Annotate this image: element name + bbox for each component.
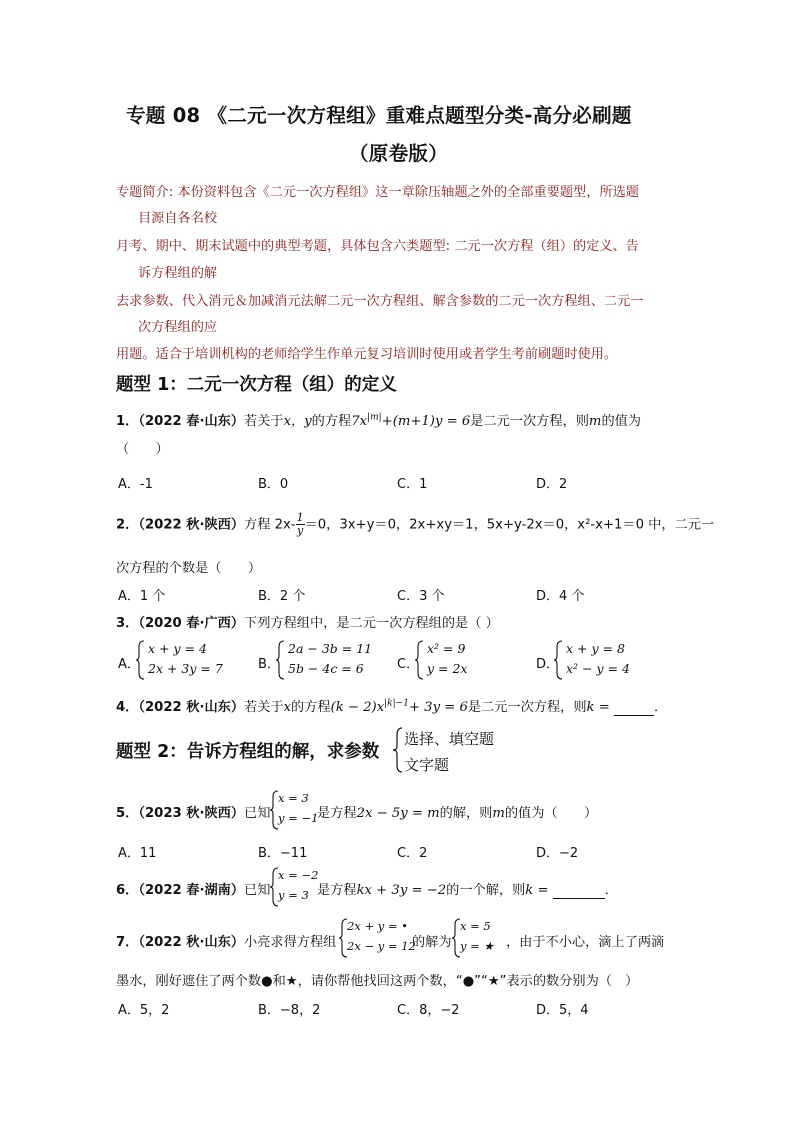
q5-option-d[interactable]: D．−2: [536, 846, 579, 861]
q1-source: （2022 春·山东）: [138, 414, 245, 429]
q7-solution-row1: x = 5: [460, 919, 491, 933]
q5-rest: [317, 802, 597, 821]
q4-eq-k: k =: [586, 700, 610, 715]
q5-tail: 的值为（ ）: [504, 806, 598, 821]
q4-equation: $(k - 2)x^{|k|-1}+ 3y = 6$: [330, 698, 468, 715]
q7-row2: 2x − y = 12: [347, 939, 416, 953]
q1-vars: x，y: [283, 414, 312, 429]
q6-lead: [116, 879, 270, 898]
q7-number: 7．: [116, 935, 139, 950]
intro-line-2: 目源自各名校: [138, 211, 218, 226]
q6-end: ．: [604, 883, 618, 898]
q1-post: 是二元一次方程，则: [470, 414, 589, 429]
q3-option-a-row2: 2x + 3y = 7: [148, 661, 223, 676]
q4-answer-blank[interactable]: [614, 700, 654, 716]
intro-line-3: 月考、期中、期末试题中的典型考题，具体包含六类题型: 二元一次方程（组）的定义、告: [116, 239, 639, 254]
q1-option-c[interactable]: C．1: [397, 477, 428, 492]
q7-pre: 小亮求得方程组: [244, 935, 337, 950]
q5-post: 的解，则: [439, 806, 493, 821]
q4-pre: 若关于: [244, 700, 284, 715]
q2-fraction: $\frac{1}{y}$: [296, 511, 304, 537]
q7-mid: 的解为: [412, 935, 452, 950]
q3-option-a-brace: [136, 640, 146, 680]
q7-option-a[interactable]: A．5，2: [118, 1003, 170, 1018]
q3-option-a-row1: x + y = 4: [148, 641, 207, 656]
q3-option-c-row1: x² = 9: [427, 641, 466, 656]
q3-option-c-label[interactable]: C．: [397, 657, 420, 672]
q5-pre: 已知: [244, 806, 271, 821]
q5-number: 5．: [116, 806, 139, 821]
q3-number: 3．: [116, 616, 139, 631]
question-2: [116, 512, 714, 537]
question-4: [116, 696, 667, 716]
q7-option-b[interactable]: B．−8，2: [258, 1003, 321, 1018]
q4-source: （2022 秋·山东）: [138, 700, 245, 715]
intro-line-1: 专题简介: 本份资料包含《二元一次方程组》这一章除压轴题之外的全部重要题型，所选题: [116, 185, 639, 200]
q1-paren: （ ）: [116, 442, 169, 457]
q4-mid: 的方程: [291, 700, 331, 715]
q5-option-c[interactable]: C．2: [397, 846, 428, 861]
q1-tail: 的值为: [601, 414, 641, 429]
question-3: [116, 612, 499, 631]
q2-line-2: 次方程的个数是（ ）: [116, 561, 262, 576]
q5-row1: x = 3: [278, 791, 309, 805]
q3-option-b-row2: 5b − 4c = 6: [288, 661, 364, 676]
q5-var-m: m: [492, 806, 505, 821]
q7-source: （2022 秋·山东）: [138, 935, 245, 950]
section-2-branch-2: 文字题: [404, 756, 450, 774]
q3-option-d-label[interactable]: D．: [536, 657, 560, 672]
q7-solution-row2: y = ★: [460, 939, 494, 953]
q7-option-c[interactable]: C．8，−2: [397, 1003, 460, 1018]
q7-post: ，由于不小心，滴上了两滴: [506, 935, 665, 950]
q4-var-x: x: [283, 700, 292, 715]
q5-mid: 是方程: [317, 806, 357, 821]
q6-answer-blank[interactable]: [553, 883, 605, 899]
q4-number: 4．: [116, 700, 139, 715]
q1-var-m: m: [588, 414, 602, 429]
intro-line-7: 用题。适合于培训机构的老师给学生作单元复习培训时使用或者学生考前刷题时使用。: [116, 347, 618, 362]
section-2-heading: 题型 2：告诉方程组的解，求参数: [116, 742, 380, 762]
section-2-branch-1: 选择、填空题: [404, 730, 495, 748]
intro-line-5: 去求参数、代入消元＆加减消元法解二元一次方程组、解含参数的二元一次方程组、二元一: [116, 294, 644, 309]
q1-equation: $7x^{|m|}+(m+1)y = 6$: [351, 412, 471, 429]
q3-text: 下列方程组中，是二元一次方程组的是（ ）: [244, 616, 499, 631]
q6-row1: x = −2: [278, 868, 319, 882]
q6-pre: 已知: [244, 883, 271, 898]
q1-mid: 的方程: [311, 414, 352, 429]
q3-option-d-row1: x + y = 8: [566, 641, 625, 656]
q6-number: 6．: [116, 883, 139, 898]
q5-equation: 2x − 5y = m: [356, 806, 440, 821]
q2-pre: 方程 2x-: [244, 517, 296, 533]
q7-option-d[interactable]: D．5，4: [536, 1003, 589, 1018]
q6-row2: y = 3: [278, 888, 309, 902]
q1-pre: 若关于: [244, 414, 284, 429]
q3-option-c-brace: [415, 640, 425, 680]
q7-row1: 2x + y = •: [347, 919, 408, 933]
page-title: 专题 08 《二元一次方程组》重难点题型分类-高分必刷题: [126, 104, 632, 127]
page-subtitle: （原卷版）: [349, 142, 449, 165]
q4-end: ．: [653, 700, 668, 715]
intro-line-6: 次方程组的应: [138, 320, 218, 335]
q3-option-d-row2: x² − y = 4: [566, 661, 630, 676]
q6-eq-k: k =: [525, 883, 549, 898]
intro-line-4: 诉方程组的解: [138, 266, 218, 281]
q2-option-d[interactable]: D．4 个: [536, 589, 585, 604]
q2-rest: ＝0，3x+y＝0，2x+xy＝1，5x+y-2x＝0，x²-x+1＝0 中，二元一: [304, 517, 715, 533]
q6-mid: 是方程: [317, 883, 357, 898]
q5-row2: y = −1: [278, 811, 319, 825]
q1-option-a[interactable]: A．-1: [118, 477, 153, 492]
q6-equation: kx + 3y = −2: [356, 883, 447, 898]
q2-option-c[interactable]: C．3 个: [397, 589, 445, 604]
q3-option-a-label[interactable]: A．: [118, 657, 140, 672]
question-1: [116, 410, 641, 429]
q2-source: （2022 秋·陕西）: [138, 517, 245, 533]
q1-option-d[interactable]: D．2: [536, 477, 568, 492]
q3-option-b-brace: [276, 640, 286, 680]
q1-number: 1．: [116, 414, 139, 429]
q1-option-b[interactable]: B．0: [258, 477, 289, 492]
q2-option-a[interactable]: A．1 个: [118, 589, 166, 604]
q2-number: 2．: [116, 517, 139, 533]
q5-source: （2023 秋·陕西）: [138, 806, 245, 821]
q6-rest: [317, 879, 618, 899]
q3-source: （2020 春·广西）: [138, 616, 245, 631]
q3-option-b-label[interactable]: B．: [258, 657, 280, 672]
q5-lead: [116, 802, 270, 821]
q7-lead: [116, 931, 336, 950]
q6-post: 的一个解，则: [446, 883, 526, 898]
section-1-heading: 题型 1：二元一次方程（组）的定义: [116, 375, 397, 395]
q6-source: （2022 春·湖南）: [138, 883, 245, 898]
q5-option-a[interactable]: A．11: [118, 846, 157, 861]
section-2-brace: [393, 727, 403, 773]
q3-option-b-row1: 2a − 3b = 11: [288, 641, 373, 656]
q4-post: 是二元一次方程，则: [467, 700, 587, 715]
q3-option-d-brace: [554, 640, 564, 680]
q5-option-b[interactable]: B．−11: [258, 846, 308, 861]
q7-line-2: 墨水，刚好遮住了两个数●和★，请你帮他找回这两个数，“●”“★”表示的数分别为（ ）: [116, 974, 639, 989]
q2-option-b[interactable]: B．2 个: [258, 589, 306, 604]
q3-option-c-row2: y = 2x: [427, 661, 468, 676]
